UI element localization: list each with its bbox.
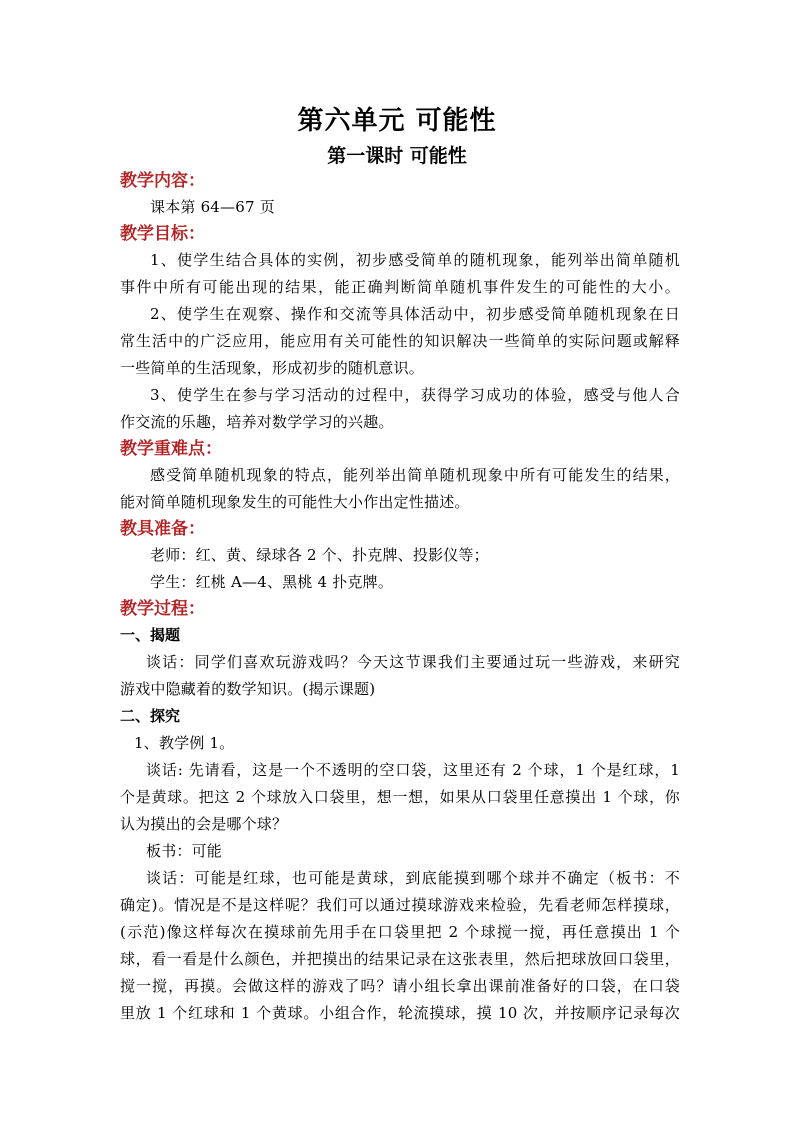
section-heading-materials: 教具准备：: [120, 519, 205, 539]
process-step-2-title: 二、探究: [120, 707, 181, 725]
step-1-line-2: 游戏中隐藏着的数学知识。(揭示课题): [120, 680, 376, 698]
para-1-line-3: 认为摸出的会是哪个球？: [120, 815, 288, 833]
lesson-subtitle: 第一课时 可能性: [327, 145, 467, 167]
para-2-line-6: 里放 1 个红球和 1 个黄球。小组合作，轮流摸球，摸 10 次，并按顺序记录每次: [120, 1004, 680, 1022]
para-2-line-5: 搅一搅，再摸。会做这样的游戏了吗？请小组长拿出课前准备好的口袋，在口袋: [120, 977, 680, 995]
goal-3-line-1: 3、使学生在参与学习活动的过程中，获得学习成功的体验，感受与他人合: [150, 386, 680, 404]
goal-2-line-3: 一些简单的生活现象，形成初步的随机意识。: [120, 359, 425, 377]
section-heading-process: 教学过程：: [120, 599, 205, 619]
para-2-line-3: (示范)像这样每次在摸球前先用手在口袋里把 2 个球搅一搅，再任意摸出 1 个: [120, 923, 680, 941]
materials-teacher: 老师：红、黄、绿球各 2 个、扑克牌、投影仪等；: [150, 546, 489, 564]
goal-1-line-2: 事件中所有可能出现的结果，能正确判断简单随机事件发生的可能性的大小。: [120, 278, 680, 296]
example-1-label: 1、教学例 1。: [134, 734, 235, 752]
section-heading-goals: 教学目标：: [120, 224, 205, 244]
goal-2-line-2: 常生活中的广泛应用，能应用有关可能性的知识解决一些简单的实际问题或解释: [120, 332, 680, 350]
para-2-line-1: 谈话：可能是红球，也可能是黄球，到底能摸到哪个球并不确定（板书：不: [146, 869, 680, 887]
board-note: 板书：可能: [146, 842, 223, 860]
goal-3-line-2: 作交流的乐趣，培养对数学学习的兴趣。: [120, 413, 394, 431]
para-1-line-1: 谈话: 先请看，这是一个不透明的空口袋，这里还有 2 个球，1 个是红球，1: [146, 761, 680, 779]
goal-1-line-1: 1、使学生结合具体的实例，初步感受简单的随机现象，能列举出简单随机: [150, 251, 680, 269]
materials-student: 学生：红桃 A—4、黑桃 4 扑克牌。: [150, 573, 394, 591]
para-2-line-4: 球，看一看是什么颜色，并把摸出的结果记录在这张表里，然后把球放回口袋里，: [120, 950, 680, 968]
section-heading-difficulties: 教学重难点：: [120, 439, 222, 459]
difficulties-line-1: 感受简单随机现象的特点，能列举出简单随机现象中所有可能发生的结果，: [150, 466, 680, 484]
page-title: 第六单元 可能性: [297, 106, 497, 136]
document-body: [120, 168, 680, 1027]
step-1-line-1: 谈话：同学们喜欢玩游戏吗？今天这节课我们主要通过玩一些游戏，来研究: [146, 653, 680, 671]
difficulties-line-2: 能对简单随机现象发生的可能性大小作出定性描述。: [120, 493, 470, 511]
para-2-line-2: 确定)。情况是不是这样呢？我们可以通过摸球游戏来检验，先看老师怎样摸球，: [120, 896, 680, 914]
goal-2-line-1: 2、使学生在观察、操作和交流等具体活动中，初步感受简单随机现象在日: [150, 305, 680, 323]
process-step-1-title: 一、揭题: [120, 626, 181, 644]
section-heading-content: 教学内容：: [120, 171, 205, 191]
content-pages: 课本第 64—67 页: [150, 198, 275, 216]
para-1-line-2: 个是黄球。把这 2 个球放入口袋里，想一想，如果从口袋里任意摸出 1 个球，你: [120, 788, 680, 806]
